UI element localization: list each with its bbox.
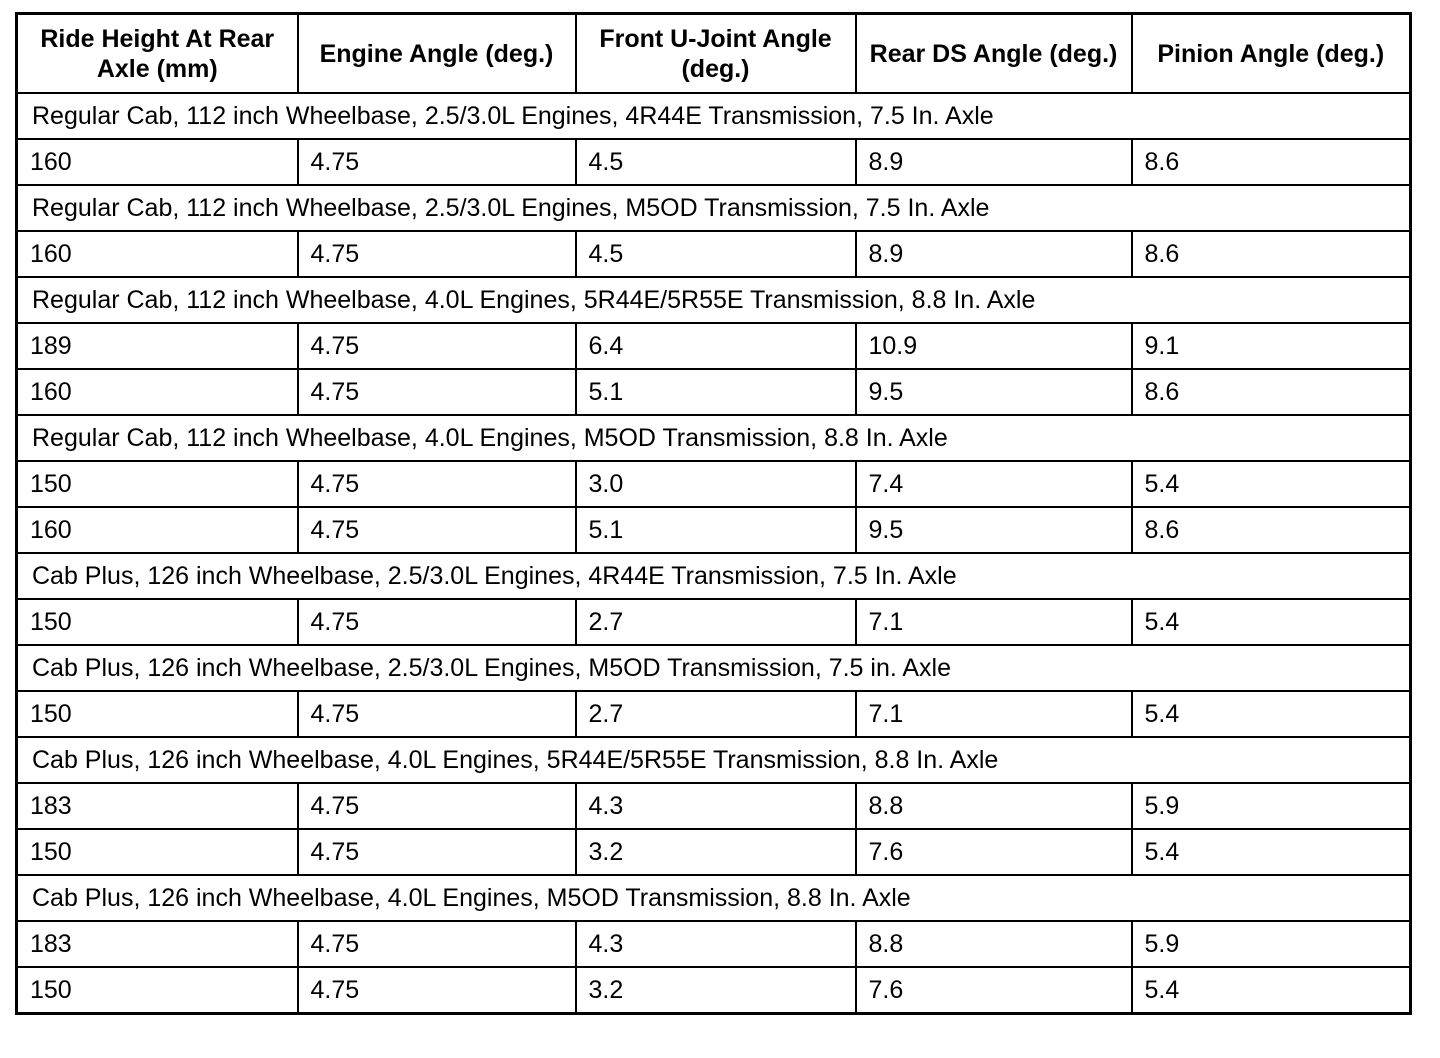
header-engine-angle: Engine Angle (deg.) bbox=[298, 14, 576, 94]
ride-height-cell: 150 bbox=[17, 829, 298, 875]
group-header-row bbox=[17, 645, 1411, 691]
table-row bbox=[17, 507, 1411, 553]
group-header-row bbox=[17, 875, 1411, 921]
header-front-ujoint-angle: Front U-Joint Angle (deg.) bbox=[576, 14, 856, 94]
pinion-angle-cell: 8.6 bbox=[1132, 369, 1411, 415]
rear-ds-angle-cell: 9.5 bbox=[856, 507, 1132, 553]
header-rear-ds-angle: Rear DS Angle (deg.) bbox=[856, 14, 1132, 94]
ride-height-cell: 150 bbox=[17, 691, 298, 737]
group-title: Regular Cab, 112 inch Wheelbase, 4.0L Engines, M5OD Transmission, 8.8 In. Axle bbox=[17, 415, 1411, 461]
ride-height-cell: 150 bbox=[17, 967, 298, 1014]
angle-spec-table bbox=[15, 12, 1412, 1015]
rear-ds-angle-cell: 7.4 bbox=[856, 461, 1132, 507]
engine-angle-cell: 4.75 bbox=[298, 599, 576, 645]
table-row bbox=[17, 967, 1411, 1014]
rear-ds-angle-cell: 7.6 bbox=[856, 829, 1132, 875]
group-header-row bbox=[17, 415, 1411, 461]
ride-height-cell: 160 bbox=[17, 507, 298, 553]
pinion-angle-cell: 8.6 bbox=[1132, 139, 1411, 185]
engine-angle-cell: 4.75 bbox=[298, 783, 576, 829]
rear-ds-angle-cell: 9.5 bbox=[856, 369, 1132, 415]
table-body bbox=[17, 93, 1411, 1014]
rear-ds-angle-cell: 7.1 bbox=[856, 691, 1132, 737]
engine-angle-cell: 4.75 bbox=[298, 921, 576, 967]
pinion-angle-cell: 5.4 bbox=[1132, 829, 1411, 875]
ride-height-cell: 183 bbox=[17, 921, 298, 967]
group-title: Cab Plus, 126 inch Wheelbase, 2.5/3.0L Engines, 4R44E Transmission, 7.5 In. Axle bbox=[17, 553, 1411, 599]
engine-angle-cell: 4.75 bbox=[298, 369, 576, 415]
front-ujoint-angle-cell: 2.7 bbox=[576, 599, 856, 645]
engine-angle-cell: 4.75 bbox=[298, 829, 576, 875]
engine-angle-cell: 4.75 bbox=[298, 691, 576, 737]
engine-angle-cell: 4.75 bbox=[298, 507, 576, 553]
engine-angle-cell: 4.75 bbox=[298, 967, 576, 1014]
rear-ds-angle-cell: 8.9 bbox=[856, 139, 1132, 185]
rear-ds-angle-cell: 7.1 bbox=[856, 599, 1132, 645]
table-row bbox=[17, 599, 1411, 645]
group-header-row bbox=[17, 553, 1411, 599]
table-row bbox=[17, 921, 1411, 967]
table-row bbox=[17, 461, 1411, 507]
rear-ds-angle-cell: 10.9 bbox=[856, 323, 1132, 369]
rear-ds-angle-cell: 8.8 bbox=[856, 921, 1132, 967]
group-title: Regular Cab, 112 inch Wheelbase, 4.0L Engines, 5R44E/5R55E Transmission, 8.8 In. Axle bbox=[17, 277, 1411, 323]
front-ujoint-angle-cell: 4.3 bbox=[576, 783, 856, 829]
pinion-angle-cell: 9.1 bbox=[1132, 323, 1411, 369]
pinion-angle-cell: 5.9 bbox=[1132, 921, 1411, 967]
engine-angle-cell: 4.75 bbox=[298, 231, 576, 277]
pinion-angle-cell: 8.6 bbox=[1132, 231, 1411, 277]
rear-ds-angle-cell: 7.6 bbox=[856, 967, 1132, 1014]
group-title: Regular Cab, 112 inch Wheelbase, 2.5/3.0L Engines, 4R44E Transmission, 7.5 In. Axle bbox=[17, 93, 1411, 139]
ride-height-cell: 160 bbox=[17, 139, 298, 185]
rear-ds-angle-cell: 8.9 bbox=[856, 231, 1132, 277]
group-header-row bbox=[17, 277, 1411, 323]
ride-height-cell: 189 bbox=[17, 323, 298, 369]
group-title: Cab Plus, 126 inch Wheelbase, 2.5/3.0L Engines, M5OD Transmission, 7.5 in. Axle bbox=[17, 645, 1411, 691]
group-header-row bbox=[17, 737, 1411, 783]
table-row bbox=[17, 323, 1411, 369]
pinion-angle-cell: 5.4 bbox=[1132, 599, 1411, 645]
front-ujoint-angle-cell: 3.2 bbox=[576, 829, 856, 875]
front-ujoint-angle-cell: 3.0 bbox=[576, 461, 856, 507]
rear-ds-angle-cell: 8.8 bbox=[856, 783, 1132, 829]
pinion-angle-cell: 5.4 bbox=[1132, 461, 1411, 507]
header-row bbox=[17, 14, 1411, 94]
engine-angle-cell: 4.75 bbox=[298, 323, 576, 369]
group-title: Cab Plus, 126 inch Wheelbase, 4.0L Engines, 5R44E/5R55E Transmission, 8.8 In. Axle bbox=[17, 737, 1411, 783]
engine-angle-cell: 4.75 bbox=[298, 461, 576, 507]
ride-height-cell: 183 bbox=[17, 783, 298, 829]
header-ride-height: Ride Height At Rear Axle (mm) bbox=[17, 14, 298, 94]
group-title: Regular Cab, 112 inch Wheelbase, 2.5/3.0L Engines, M5OD Transmission, 7.5 In. Axle bbox=[17, 185, 1411, 231]
front-ujoint-angle-cell: 4.5 bbox=[576, 139, 856, 185]
front-ujoint-angle-cell: 5.1 bbox=[576, 507, 856, 553]
front-ujoint-angle-cell: 2.7 bbox=[576, 691, 856, 737]
ride-height-cell: 160 bbox=[17, 231, 298, 277]
pinion-angle-cell: 5.9 bbox=[1132, 783, 1411, 829]
pinion-angle-cell: 5.4 bbox=[1132, 691, 1411, 737]
ride-height-cell: 150 bbox=[17, 461, 298, 507]
group-header-row bbox=[17, 185, 1411, 231]
table-row bbox=[17, 783, 1411, 829]
group-header-row bbox=[17, 93, 1411, 139]
header-pinion-angle: Pinion Angle (deg.) bbox=[1132, 14, 1411, 94]
table-row bbox=[17, 139, 1411, 185]
pinion-angle-cell: 5.4 bbox=[1132, 967, 1411, 1014]
front-ujoint-angle-cell: 4.5 bbox=[576, 231, 856, 277]
ride-height-cell: 160 bbox=[17, 369, 298, 415]
front-ujoint-angle-cell: 6.4 bbox=[576, 323, 856, 369]
table-row bbox=[17, 231, 1411, 277]
front-ujoint-angle-cell: 3.2 bbox=[576, 967, 856, 1014]
ride-height-cell: 150 bbox=[17, 599, 298, 645]
engine-angle-cell: 4.75 bbox=[298, 139, 576, 185]
table-row bbox=[17, 691, 1411, 737]
front-ujoint-angle-cell: 5.1 bbox=[576, 369, 856, 415]
group-title: Cab Plus, 126 inch Wheelbase, 4.0L Engines, M5OD Transmission, 8.8 In. Axle bbox=[17, 875, 1411, 921]
front-ujoint-angle-cell: 4.3 bbox=[576, 921, 856, 967]
table-row bbox=[17, 369, 1411, 415]
table-row bbox=[17, 829, 1411, 875]
pinion-angle-cell: 8.6 bbox=[1132, 507, 1411, 553]
